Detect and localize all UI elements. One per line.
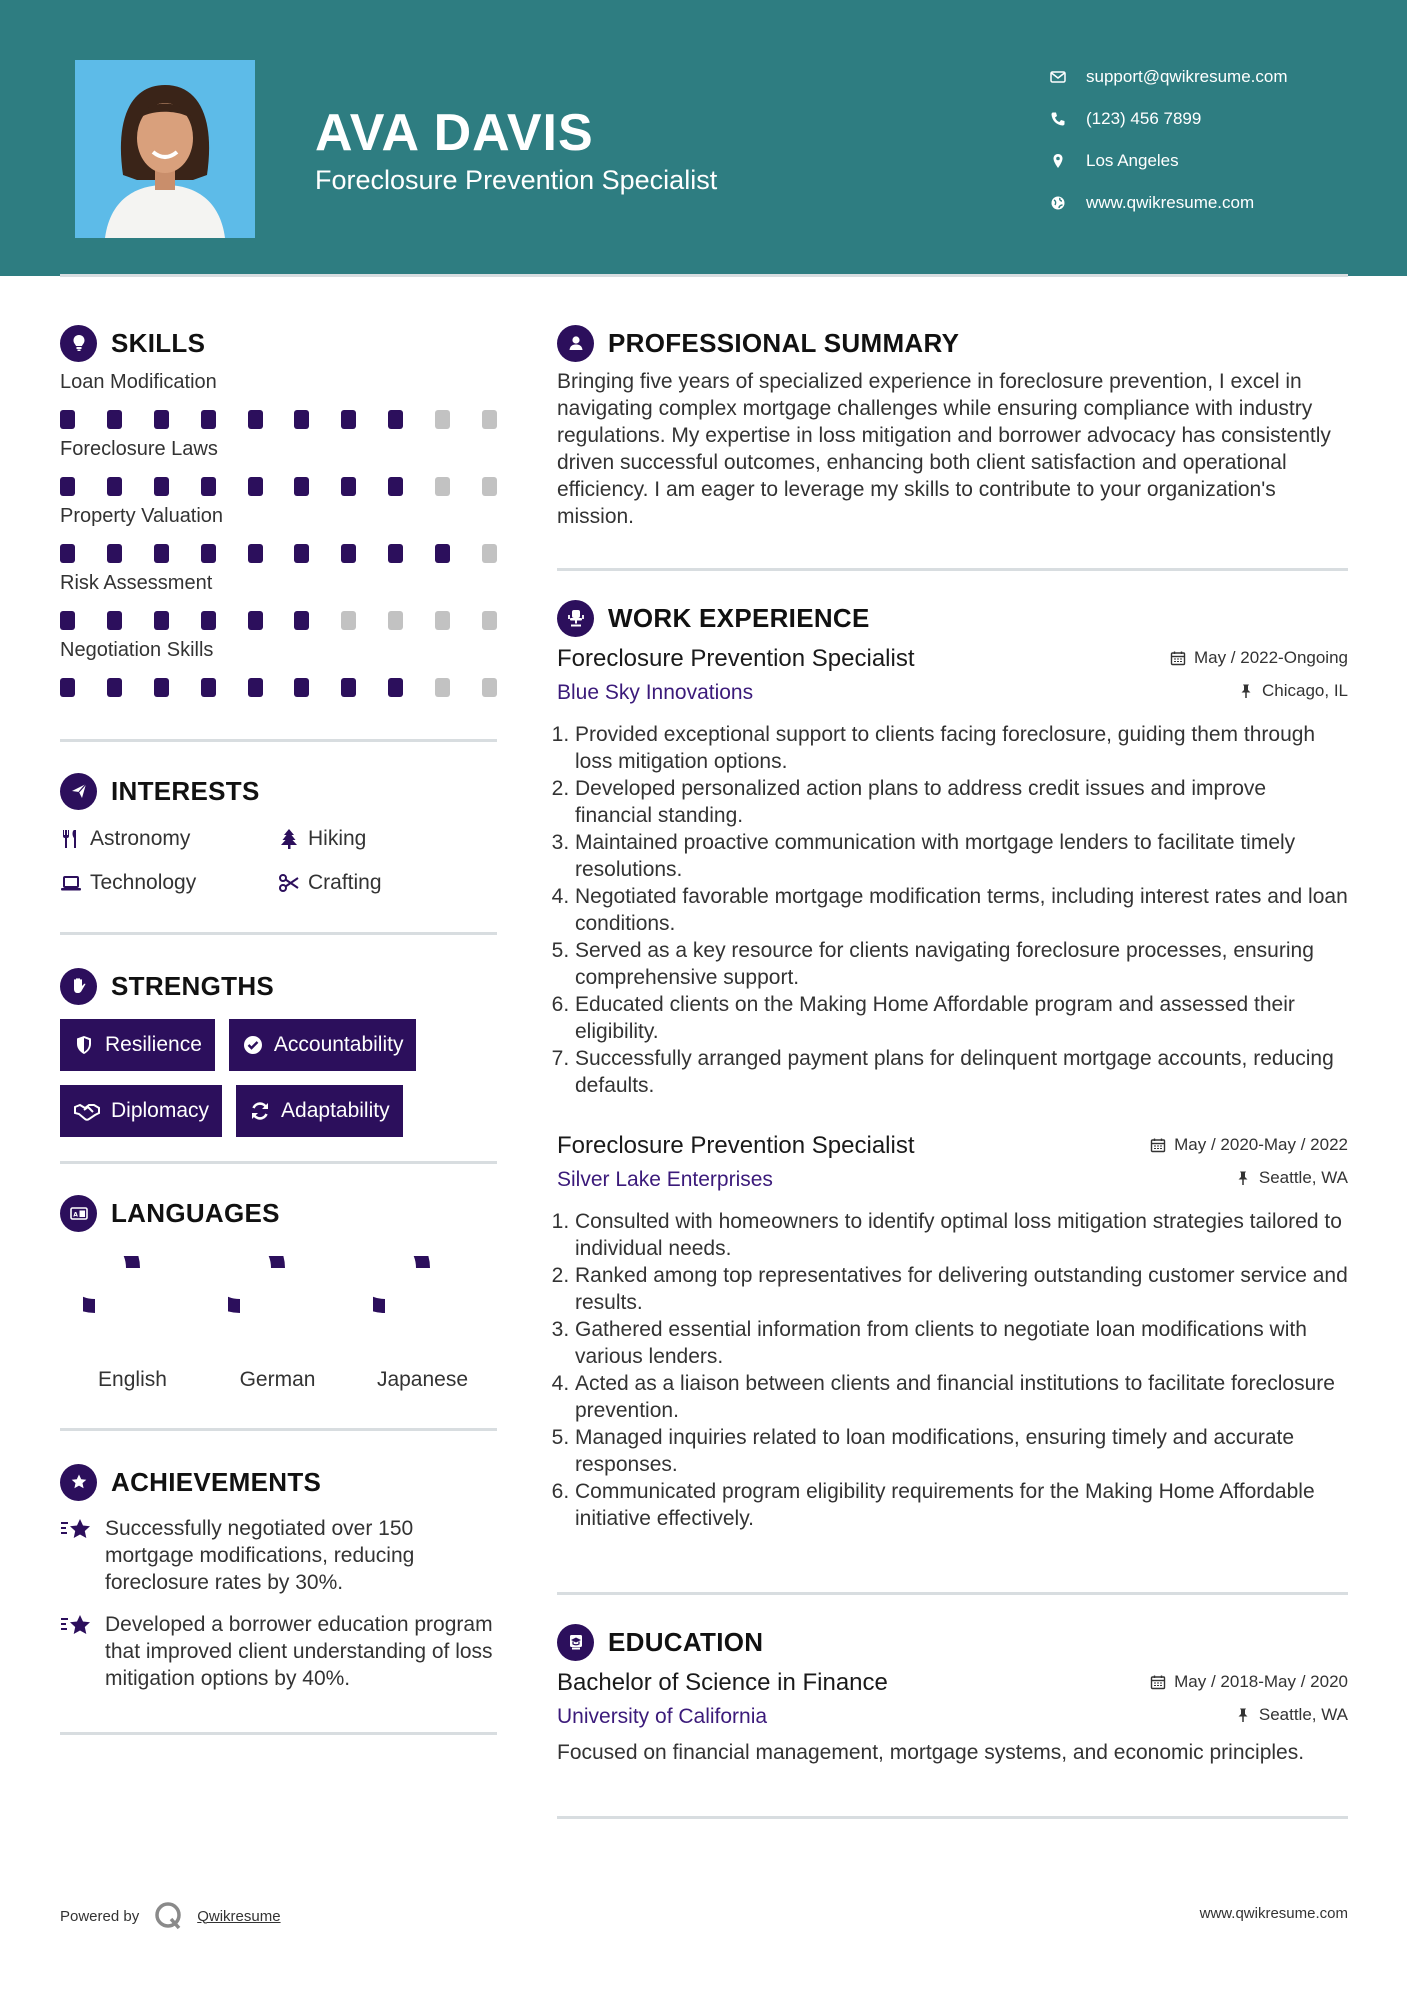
skill-name: Foreclosure Laws — [60, 438, 218, 460]
interests-heading: INTERESTS — [60, 770, 497, 812]
handshake-icon — [73, 1100, 101, 1122]
skill-dot-filled — [201, 410, 216, 429]
calendar-icon — [1170, 650, 1186, 666]
job-duties — [557, 721, 1348, 1099]
achievement-item: Developed a borrower education program that improved client understanding of loss mitigation options by 40%. — [60, 1611, 497, 1692]
languages-divider — [60, 1428, 497, 1431]
skill-dot-filled — [388, 410, 403, 429]
education-location: Seattle, WA — [1235, 1705, 1348, 1725]
refresh-icon — [249, 1100, 271, 1122]
pushpin-icon — [1235, 1707, 1251, 1723]
strength-badge: Adaptability — [236, 1085, 403, 1137]
office-chair-icon — [557, 600, 594, 637]
duty-item: 2. Developed personalized action plans to address credit issues and improve financial standing. — [575, 775, 1348, 829]
education-heading: EDUCATION — [557, 1621, 1348, 1663]
calendar-icon — [1150, 1137, 1166, 1153]
skill-dot-filled — [201, 477, 216, 496]
duty-item: 1. Consulted with homeowners to identify optimal loss mitigation strategies tailored to individual needs. — [575, 1208, 1348, 1262]
skill-dot-filled — [248, 678, 263, 697]
language-name: English — [98, 1368, 167, 1391]
language-icon — [60, 1195, 97, 1232]
skill-rating — [60, 544, 497, 563]
summary-heading: PROFESSIONAL SUMMARY — [557, 322, 1348, 364]
duty-item: 6. Communicated program eligibility requirements for the Making Home Affordable initiative effectively. — [575, 1478, 1348, 1532]
languages-heading: A LANGUAGES — [60, 1192, 497, 1234]
skill-dot-filled — [435, 544, 450, 563]
education-entry — [557, 1669, 1348, 1766]
skill-dot-filled — [154, 410, 169, 429]
skill-dot-filled — [341, 544, 356, 563]
skill-name: Loan Modification — [60, 371, 217, 393]
duty-item: 1. Provided exceptional support to clients facing foreclosure, guiding them through loss mitigation options. — [575, 721, 1348, 775]
footer-brand-link[interactable]: Qwikresume — [197, 1907, 281, 1925]
language-gauge — [228, 1256, 328, 1356]
skill-dot-empty — [388, 611, 403, 630]
education-dates: May / 2018-May / 2020 — [1150, 1672, 1348, 1692]
user-icon — [557, 325, 594, 362]
laptop-icon — [60, 872, 90, 894]
experience-divider — [557, 1592, 1348, 1595]
tree-icon — [278, 828, 308, 850]
skill-dot-filled — [294, 544, 309, 563]
education-divider — [557, 1816, 1348, 1819]
skill-dot-filled — [107, 611, 122, 630]
skill-dot-filled — [201, 544, 216, 563]
strengths-divider — [60, 1161, 497, 1164]
skill-dot-empty — [482, 611, 497, 630]
paper-plane-icon — [60, 773, 97, 810]
skill-dot-filled — [107, 544, 122, 563]
skill-dot-empty — [482, 477, 497, 496]
language-gauge — [83, 1256, 183, 1356]
right-column — [557, 322, 1348, 1819]
skill-dot-empty — [435, 611, 450, 630]
footer-powered-by: Powered by Qwikresume — [60, 1900, 281, 1932]
skill-dot-empty — [482, 544, 497, 563]
strengths-heading: STRENGTHS — [60, 965, 497, 1007]
skill-dot-filled — [154, 678, 169, 697]
skill-dot-filled — [248, 544, 263, 563]
skills-heading: SKILLS — [60, 322, 497, 364]
skill-dot-filled — [107, 678, 122, 697]
skill-dot-filled — [294, 477, 309, 496]
skill-dot-filled — [60, 477, 75, 496]
duty-item: 5. Served as a key resource for clients navigating foreclosure processes, ensuring comprehensive support. — [575, 937, 1348, 991]
interests-divider — [60, 932, 497, 935]
skill-dot-filled — [60, 544, 75, 563]
duty-item: 4. Acted as a liaison between clients and financial institutions to facilitate foreclosure prevention. — [575, 1370, 1348, 1424]
skill-dot-filled — [341, 477, 356, 496]
job-location: Seattle, WA — [1235, 1168, 1348, 1188]
job-entry — [557, 645, 1348, 1099]
job-entry — [557, 1132, 1348, 1532]
strength-badge: Accountability — [229, 1019, 417, 1071]
map-pin-icon — [1050, 153, 1086, 169]
skill-dot-filled — [154, 611, 169, 630]
skill-dot-empty — [482, 410, 497, 429]
skill-dot-filled — [154, 477, 169, 496]
language-item — [60, 1256, 205, 1392]
skill-dot-filled — [388, 544, 403, 563]
school-name: University of California — [557, 1705, 768, 1728]
star-icon — [60, 1611, 105, 1692]
summary-text: Bringing five years of specialized experience in foreclosure prevention, I excel in navigating complex mortgage challenges while ensuring compliance with industry regulations. My expertise in loss mitigation and borrower advocacy has consistently driven successful outcomes, enhancing both client satisfaction and operational efficiency. I am eager to leverage my skills to contribute to your organization's mission. — [557, 370, 1331, 528]
job-dates: May / 2020-May / 2022 — [1150, 1135, 1348, 1155]
contact-phone[interactable]: (123) 456 7899 — [1050, 98, 1288, 140]
job-location: Chicago, IL — [1238, 681, 1348, 701]
skill-rating — [60, 678, 497, 697]
language-gauge-arc — [83, 1256, 133, 1306]
skill-dot-filled — [294, 678, 309, 697]
resume-header — [0, 0, 1407, 276]
skill-dot-filled — [388, 678, 403, 697]
job-dates: May / 2022-Ongoing — [1170, 648, 1348, 668]
language-gauge-arc — [228, 1256, 278, 1306]
summary-divider — [557, 568, 1348, 571]
skill-dot-filled — [248, 410, 263, 429]
interest-item: Hiking — [278, 826, 497, 852]
strengths-list — [60, 1019, 497, 1137]
skill-dot-filled — [388, 477, 403, 496]
achievements-heading: ACHIEVEMENTS — [60, 1461, 497, 1503]
footer-website[interactable]: www.qwikresume.com — [1199, 1905, 1348, 1922]
star-icon — [60, 1515, 105, 1596]
languages-list — [60, 1256, 497, 1392]
skill-dot-filled — [341, 678, 356, 697]
skill-dot-filled — [201, 611, 216, 630]
achievements-divider — [60, 1732, 497, 1735]
star-badge-icon — [60, 1464, 97, 1501]
cutlery-icon — [60, 828, 90, 850]
qwikresume-logo-icon — [153, 1900, 185, 1932]
skill-name: Risk Assessment — [60, 572, 213, 594]
language-item — [350, 1256, 495, 1392]
duty-item: 3. Maintained proactive communication with mortgage lenders to facilitate timely resolutions. — [575, 829, 1348, 883]
skill-dot-filled — [341, 410, 356, 429]
profile-photo-image — [75, 60, 255, 238]
experience-heading: WORK EXPERIENCE — [557, 597, 1348, 639]
company-name: Silver Lake Enterprises — [557, 1168, 773, 1191]
skill-dot-empty — [435, 477, 450, 496]
duty-item: 4. Negotiated favorable mortgage modification terms, including interest rates and loan conditions. — [575, 883, 1348, 937]
skills-divider — [60, 739, 497, 742]
shield-icon — [73, 1034, 95, 1056]
scissors-icon — [278, 872, 308, 894]
interest-item: Technology — [60, 870, 278, 896]
contact-email[interactable]: support@qwikresume.com — [1050, 56, 1288, 98]
interest-item: Crafting — [278, 870, 497, 896]
skill-name: Property Valuation — [60, 505, 224, 527]
phone-icon — [1050, 111, 1086, 127]
strength-badge: Diplomacy — [60, 1085, 222, 1137]
skills-list — [60, 371, 497, 697]
svg-text:A: A — [72, 1211, 78, 1219]
contact-location: Los Angeles — [1050, 140, 1288, 182]
skill-dot-empty — [435, 410, 450, 429]
duty-item: 7. Successfully arranged payment plans for delinquent mortgage accounts, reducing defaults. — [575, 1045, 1348, 1099]
education-description: Focused on financial management, mortgage systems, and economic principles. — [557, 1741, 1305, 1764]
profile-photo — [75, 60, 255, 238]
duty-item: 2. Ranked among top representatives for delivering outstanding customer service and results. — [575, 1262, 1348, 1316]
pushpin-icon — [1238, 683, 1254, 699]
language-item — [205, 1256, 350, 1392]
interests-list — [60, 826, 497, 896]
job-title: Foreclosure Prevention Specialist — [557, 1132, 915, 1159]
skill-dot-filled — [154, 544, 169, 563]
duty-item: 5. Managed inquiries related to loan modifications, ensuring timely and accurate responses. — [575, 1424, 1348, 1478]
degree-title: Bachelor of Science in Finance — [557, 1669, 888, 1696]
skill-dot-filled — [60, 410, 75, 429]
skill-rating — [60, 611, 497, 630]
calendar-icon — [1150, 1674, 1166, 1690]
skill-dot-filled — [60, 678, 75, 697]
graduate-icon — [557, 1624, 594, 1661]
envelope-icon — [1050, 69, 1086, 85]
duty-item: 6. Educated clients on the Making Home Affordable program and assessed their eligibility. — [575, 991, 1348, 1045]
job-duties — [557, 1208, 1348, 1532]
skill-dot-filled — [294, 611, 309, 630]
skill-name: Negotiation Skills — [60, 639, 214, 661]
skill-dot-empty — [482, 678, 497, 697]
contact-website[interactable]: www.qwikresume.com — [1050, 182, 1288, 224]
achievement-item: Successfully negotiated over 150 mortgage modifications, reducing foreclosure rates by 30%. — [60, 1515, 497, 1596]
skill-rating — [60, 410, 497, 429]
skill-dot-empty — [341, 611, 356, 630]
skill-dot-filled — [294, 410, 309, 429]
skill-dot-filled — [107, 410, 122, 429]
interest-item: Astronomy — [60, 826, 278, 852]
globe-icon — [1050, 195, 1086, 211]
skill-dot-filled — [107, 477, 122, 496]
duty-item: 3. Gathered essential information from clients to negotiate loan modifications with various lenders. — [575, 1316, 1348, 1370]
skill-dot-filled — [201, 678, 216, 697]
language-gauge — [373, 1256, 473, 1356]
lightbulb-icon — [60, 325, 97, 362]
job-title: Foreclosure Prevention Specialist — [557, 645, 915, 672]
contact-list — [1050, 56, 1288, 224]
skill-dot-filled — [248, 477, 263, 496]
left-column — [60, 322, 497, 1735]
company-name: Blue Sky Innovations — [557, 681, 754, 704]
check-circle-icon — [242, 1034, 264, 1056]
skill-dot-empty — [435, 678, 450, 697]
language-gauge-arc — [373, 1256, 423, 1306]
fist-icon — [60, 968, 97, 1005]
header-divider — [60, 274, 1348, 277]
candidate-name: AVA DAVIS — [315, 104, 594, 162]
skill-rating — [60, 477, 497, 496]
skill-dot-filled — [248, 611, 263, 630]
language-name: German — [239, 1368, 316, 1391]
skill-dot-filled — [60, 611, 75, 630]
pushpin-icon — [1235, 1170, 1251, 1186]
strength-badge: Resilience — [60, 1019, 215, 1071]
language-name: Japanese — [376, 1368, 469, 1391]
candidate-role: Foreclosure Prevention Specialist — [315, 165, 718, 195]
